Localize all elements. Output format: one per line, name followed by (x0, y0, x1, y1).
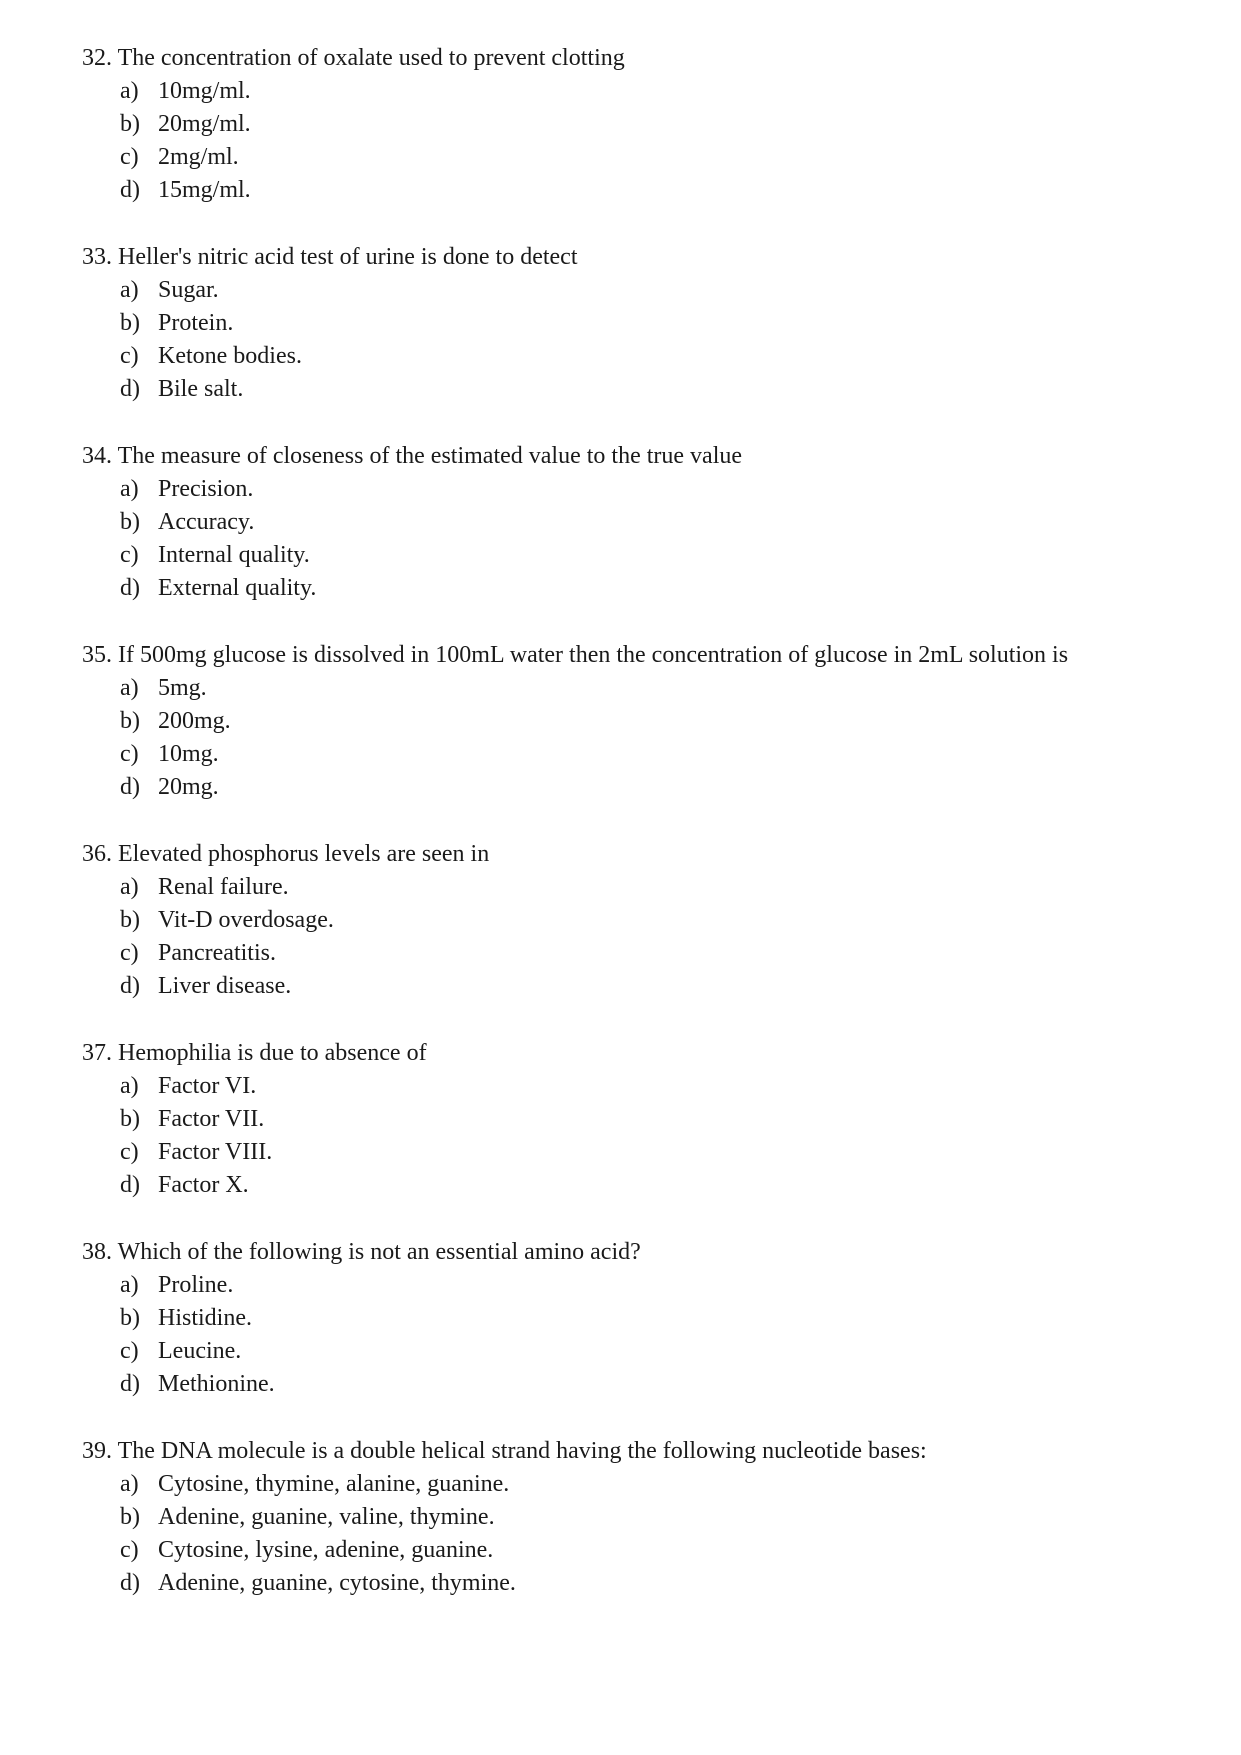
option-b (120, 307, 1182, 340)
option-letter: c) (120, 741, 139, 767)
option-text: 20mg/ml. (158, 111, 251, 137)
option-text: Precision. (158, 476, 254, 502)
option-a (120, 473, 1182, 506)
option-b (120, 904, 1182, 937)
question-35 (82, 639, 1182, 804)
option-c (120, 937, 1182, 970)
question-33 (82, 241, 1182, 406)
question-number: 36. (82, 841, 112, 867)
option-d (120, 572, 1182, 605)
option-letter: a) (120, 277, 139, 303)
option-text: Methionine. (158, 1371, 275, 1397)
question-text (82, 838, 1182, 871)
option-c (120, 141, 1182, 174)
option-d (120, 1169, 1182, 1202)
question-39 (82, 1435, 1182, 1600)
question-number: 34. (82, 443, 112, 469)
question-text (82, 440, 1182, 473)
option-c (120, 1534, 1182, 1567)
option-letter: c) (120, 1139, 139, 1165)
option-text: Liver disease. (158, 973, 292, 999)
option-d (120, 174, 1182, 207)
question-text (82, 42, 1182, 75)
question-number: 37. (82, 1040, 112, 1066)
question-stem: Hemophilia is due to absence of (118, 1040, 427, 1066)
option-list (82, 1269, 1182, 1401)
option-text: Internal quality. (158, 542, 310, 568)
option-c (120, 539, 1182, 572)
option-text: Factor VIII. (158, 1139, 273, 1165)
question-stem: If 500mg glucose is dissolved in 100mL water then the concentration of glucose in 2mL solution is (118, 642, 1069, 668)
option-a (120, 274, 1182, 307)
option-letter: d) (120, 177, 140, 203)
option-text: 200mg. (158, 708, 231, 734)
option-c (120, 1335, 1182, 1368)
option-list (82, 274, 1182, 406)
option-text: 10mg/ml. (158, 78, 251, 104)
option-letter: b) (120, 1504, 140, 1530)
option-d (120, 373, 1182, 406)
option-letter: c) (120, 542, 139, 568)
option-list (82, 473, 1182, 605)
option-letter: c) (120, 144, 139, 170)
option-letter: d) (120, 575, 140, 601)
option-text: Factor VI. (158, 1073, 257, 1099)
option-b (120, 1103, 1182, 1136)
option-letter: b) (120, 907, 140, 933)
question-text (82, 639, 1182, 672)
option-text: Pancreatitis. (158, 940, 276, 966)
option-letter: a) (120, 1272, 139, 1298)
option-b (120, 506, 1182, 539)
option-letter: a) (120, 476, 139, 502)
option-c (120, 1136, 1182, 1169)
option-text: 20mg. (158, 774, 219, 800)
option-a (120, 75, 1182, 108)
option-text: Cytosine, thymine, alanine, guanine. (158, 1471, 510, 1497)
option-letter: a) (120, 1073, 139, 1099)
option-text: Leucine. (158, 1338, 242, 1364)
option-letter: b) (120, 1106, 140, 1132)
option-b (120, 108, 1182, 141)
option-c (120, 738, 1182, 771)
option-c (120, 340, 1182, 373)
option-letter: b) (120, 310, 140, 336)
question-32 (82, 42, 1182, 207)
option-list (82, 1070, 1182, 1202)
option-text: Adenine, guanine, cytosine, thymine. (158, 1570, 516, 1596)
option-text: 15mg/ml. (158, 177, 251, 203)
option-letter: c) (120, 1338, 139, 1364)
option-text: Accuracy. (158, 509, 255, 535)
option-text: 2mg/ml. (158, 144, 239, 170)
option-letter: b) (120, 111, 140, 137)
question-36 (82, 838, 1182, 1003)
option-letter: d) (120, 774, 140, 800)
question-37 (82, 1037, 1182, 1202)
option-b (120, 705, 1182, 738)
question-number: 39. (82, 1438, 112, 1464)
option-letter: b) (120, 509, 140, 535)
question-38 (82, 1236, 1182, 1401)
option-letter: d) (120, 973, 140, 999)
option-letter: d) (120, 1172, 140, 1198)
option-d (120, 1567, 1182, 1600)
option-text: External quality. (158, 575, 317, 601)
option-a (120, 871, 1182, 904)
option-list (82, 1468, 1182, 1600)
option-text: Proline. (158, 1272, 234, 1298)
option-a (120, 1468, 1182, 1501)
option-text: Protein. (158, 310, 234, 336)
option-text: Ketone bodies. (158, 343, 302, 369)
question-stem: The DNA molecule is a double helical strand having the following nucleotide bases: (117, 1438, 927, 1464)
option-letter: a) (120, 1471, 139, 1497)
option-text: 5mg. (158, 675, 207, 701)
option-a (120, 1269, 1182, 1302)
option-letter: b) (120, 1305, 140, 1331)
question-text (82, 1435, 1182, 1468)
question-number: 32. (82, 45, 112, 71)
option-b (120, 1302, 1182, 1335)
question-stem: Which of the following is not an essential amino acid? (117, 1239, 641, 1265)
option-letter: d) (120, 1570, 140, 1596)
question-text (82, 1037, 1182, 1070)
option-text: Vit-D overdosage. (158, 907, 334, 933)
option-d (120, 1368, 1182, 1401)
question-stem: The measure of closeness of the estimated value to the true value (117, 443, 743, 469)
option-text: Histidine. (158, 1305, 252, 1331)
question-stem: Heller's nitric acid test of urine is done to detect (118, 244, 578, 270)
option-a (120, 672, 1182, 705)
question-number: 33. (82, 244, 112, 270)
option-d (120, 771, 1182, 804)
option-letter: a) (120, 675, 139, 701)
option-text: Bile salt. (158, 376, 244, 402)
option-letter: d) (120, 1371, 140, 1397)
question-text (82, 1236, 1182, 1269)
option-b (120, 1501, 1182, 1534)
question-stem: Elevated phosphorus levels are seen in (118, 841, 490, 867)
option-letter: a) (120, 78, 139, 104)
question-text (82, 241, 1182, 274)
option-letter: a) (120, 874, 139, 900)
question-number: 38. (82, 1239, 112, 1265)
option-text: 10mg. (158, 741, 219, 767)
question-number: 35. (82, 642, 112, 668)
option-letter: c) (120, 1537, 139, 1563)
option-text: Factor VII. (158, 1106, 265, 1132)
option-text: Renal failure. (158, 874, 289, 900)
option-d (120, 970, 1182, 1003)
option-letter: d) (120, 376, 140, 402)
option-text: Factor X. (158, 1172, 249, 1198)
option-list (82, 672, 1182, 804)
question-34 (82, 440, 1182, 605)
question-stem: The concentration of oxalate used to prevent clotting (117, 45, 625, 71)
option-text: Cytosine, lysine, adenine, guanine. (158, 1537, 494, 1563)
option-list (82, 75, 1182, 207)
option-text: Sugar. (158, 277, 219, 303)
option-letter: b) (120, 708, 140, 734)
option-text: Adenine, guanine, valine, thymine. (158, 1504, 495, 1530)
option-letter: c) (120, 940, 139, 966)
option-list (82, 871, 1182, 1003)
option-a (120, 1070, 1182, 1103)
option-letter: c) (120, 343, 139, 369)
